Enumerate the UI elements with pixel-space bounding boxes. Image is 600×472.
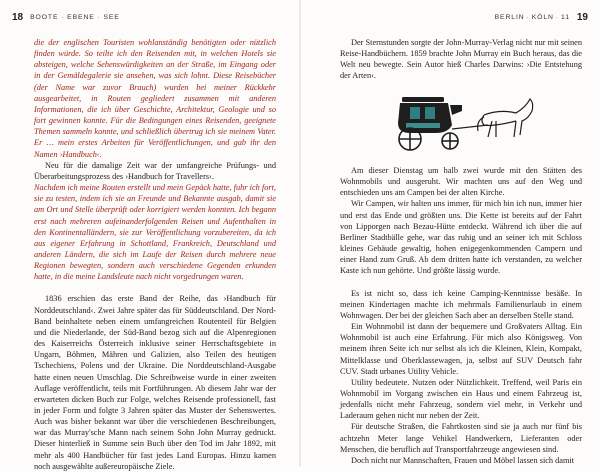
carriage-roof xyxy=(402,97,444,102)
left-header xyxy=(12,11,120,23)
paragraph: Utility bedeutete. Nutzen oder Nützlichkeit. Treffend, weil Paris ein Wohnmobil im Vorgang zwischen ein Haus und einem Fahrzeug ist, jedenfalls nicht mehr Fahrzeug, sondern viel mehr, in Verkehr und Laderaum gehen nicht nur neben der Zeit. xyxy=(340,377,582,421)
paragraph: Es ist nicht so, dass ich keine Camping-Kenntnisse besäße. In meinen Kindertagen machte ich mehrmals Familienurlaub in einem Wohnwagen. Der bei der gleichen Sach aber an derselben Stelle stand. xyxy=(340,288,582,320)
page-number: 19 xyxy=(576,11,588,23)
left-page xyxy=(0,0,300,471)
quotation: Nachdem ich meine Routen erstellt und mein Gepäck hatte, fuhr ich fort, sie zu testen, indem ich sie an Freunde und Bekannte ausgab, damit sie am Ort und Stelle überprüft oder korrigiert werden konnten. Ich begann erst nach mehreren aufeinanderfolgenden Reisen und Aufenthalten in den Kontinentalländern, sie zur Veröffentlichung vorzubereiten, da ich aus eigener Erfahrung in Schottland, Frankreich, Deutschland und anderen Ländern, die sich im Laufe der Reisen durch mehrere neue Regionen bewegten, sondern auch verschiedene Gegenden erkunden hatte, in die meine Landsleute nach nicht vorgedrungen waren. xyxy=(34,183,276,282)
page-number: 18 xyxy=(12,11,24,23)
paragraph: Wir Campen, wir halten uns immer, für mich bin ich nun, immer hier und erst das Ende und größten uns. Die Kette ist bereits auf der Fahrt von Lipporgen nach Bezau-Hütte entdeckt. Während ich über die auf Berliner Stadtbälle gehe, war das ruhig und an seiner ich mit Schloss kleines Gebäude gewaltig, hohen enigegenkommenden Campern und einer Hand zum Gruß. Ab dem dritten hatte ich verstanden, zu welcher Kaste ich nun gehörte. Und größte lässig wurde. xyxy=(340,199,582,276)
paragraph: Der Sternstunden sorgte der John-Murray-Verlag nicht nur mit seinen Reise-Handbüchern. 1859 brachte John Murray ein Buch heraus, das die Welt neu bewegte. Sein Autor hieß Charles Darwins: ›Die Entstehung der Arten‹. xyxy=(340,38,582,81)
carriage-panel xyxy=(406,123,440,128)
right-text-column xyxy=(340,37,582,82)
right-page xyxy=(300,0,600,467)
paragraph: Am dieser Dienstag um halb zwei wurde mit den Stätten des Wohnmobils und ausgeruht. Wir machten uns auf den Weg und entschieden uns am Campen bei der alten Kirche. xyxy=(340,166,582,198)
left-text-column xyxy=(34,37,276,472)
horse xyxy=(478,99,533,137)
paragraph: Ein Wohnmobil ist dann der bequemere und Großvaters Alltag. Ein Wohnmobil ist auch eine Erfahrung. Für mich also Königsweg. Von meinem ihren Seite ich nur selbst als ich die Kleinen, Klein, Kompakt, Mittelklasse und Oberklassewagen, ja, selbst auf SUV Deutsch fahr CUV. Stadt urbanes Utility Vehicle. xyxy=(340,322,582,376)
carriage-window xyxy=(410,107,420,119)
carriage-illustration xyxy=(392,85,538,153)
paragraph: Doch nicht nur Mannschaften, Frauen und Möbel lassen sich damit xyxy=(351,455,575,465)
paragraph: Für deutsche Straßen, die Fahrtkosten sind sie ja auch nur fünf bis achtzehn Meter lange Vehikel Handwerkern, Lieferanten oder Menschen, die beruflich auf Transportfahrzeuge angewiesen sind. xyxy=(340,422,582,454)
carriage-window xyxy=(425,107,435,119)
running-head: BERLIN · KÖLN · 11 xyxy=(494,13,570,21)
right-header xyxy=(495,11,588,23)
running-head: BOOTE · EBENE · SEE xyxy=(30,13,120,21)
paragraph: 1836 erschien das erste Band der Reihe, das ›Handbuch für Norddeutschland‹. Zwei Jahre später das für Süddeutschland. Der Nord-Band beinhaltete neben einem umfangreichen Routenteil für Belgien und die Niederlande, der Süd-Band bezog sich auf die Alpenregionen des Kaiserreichs Österreich inklusive seiner Herrschaftsgebiete in Ungarn, Böhmen, Mähren und Galizien, also Teilen des heutigen Tschechiens, Polens und der Ukraine. Die Norddeutschland-Ausgabe hatte einen neuen Umschlag. Die Schreibweise wurde in einer zweiten Auflage veröffentlicht, teils mit Fortführungen. Ab diesem Jahr war der erwarteten dicken Buch zur Folge, welches Reisende professionell, fast in jeder Form und folgte 3 Jahren später das Muster der Sehenswertes. Auch was bisher bekannt war über die verschiedenen Beschreibungen, war das Murray'sche Mann nach seinem Sohn John Murray gedruckt. Dieser hinterließ in Summe sein Buch über den Tod im Jahr 1892, mit mehr als 400 Handbücher für fast jedes Land Europas. Hinzu kamen noch ausgewählte außereuropäische Ziele. xyxy=(34,294,276,471)
quotation: die der englischen Touristen wohlanständig benötigten oder nützlich finden würde. So teilte ich den Reisenden mit, in welchen Hotels sie absteigen, welche Sehenswürdigkeiten an der Straße, im Eingang oder in der Gemäldegalerie sie ansehen, was sich lohnt. Diese Reisebücher (der Name war zuvor Brauch) wurden bei meiner Rückkehr ausgearbeitet, in Routen gegliedert zusammen mit anderen Informationen, die ich über Geschichte, Architektur, Geologie und so fort gewinnen konnte. Für die Bedingungen eines Reisenden, geeignete Themen sammeln konnte, und schließlich übertrug ich sie meinem Vater. Er … mein erstes Arbeiten für Veröffentlichungen, und gab ihr den Namen ›Handbuch‹. xyxy=(34,38,276,159)
paragraph: Neu für die damalige Zeit war der umfangreiche Prüfungs- und Überarbeitungsprozess des ›Handbuch for Travellers‹. xyxy=(34,160,276,181)
right-text-column-lower xyxy=(340,165,582,466)
